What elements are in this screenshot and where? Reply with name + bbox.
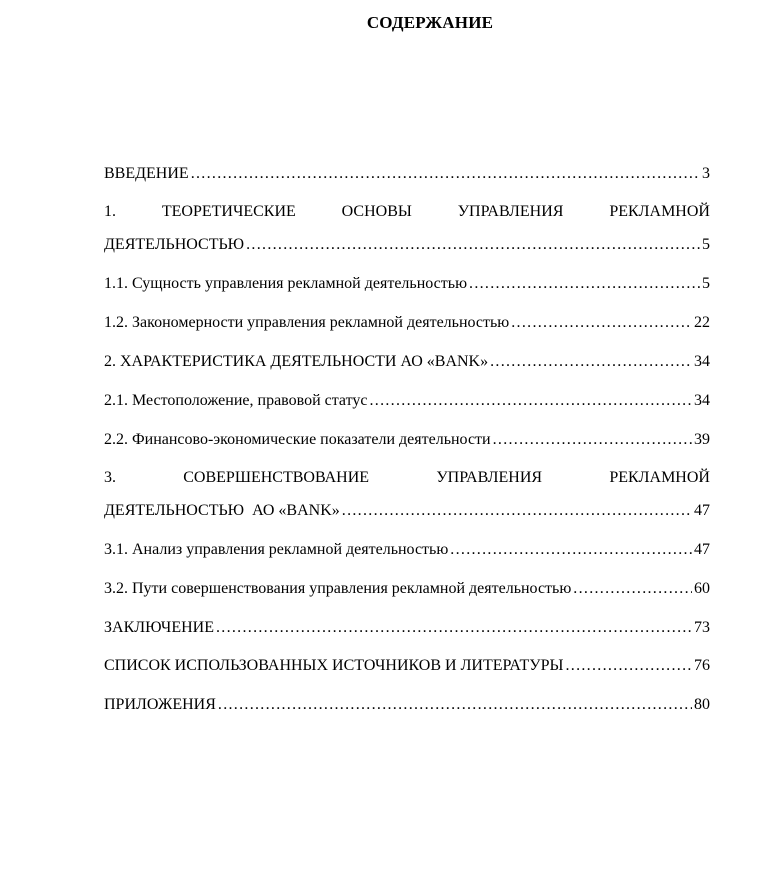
toc-entry-references[interactable] [104, 655, 710, 677]
toc-entry-section-2-1[interactable] [104, 390, 710, 412]
dot-leader [450, 539, 692, 561]
toc-entry-section-3-2[interactable] [104, 578, 710, 600]
dot-leader [369, 390, 692, 412]
toc-entry-chapter-3-line-2[interactable] [104, 500, 710, 522]
toc-entry-appendices[interactable] [104, 694, 710, 716]
toc-entry-label: 1.2. Закономерности управления рекламной деятельностью [104, 314, 510, 331]
toc-entry-label: 2.2. Финансово-экономические показатели деятельности [104, 431, 491, 448]
toc-entry-label: ПРИЛОЖЕНИЯ [104, 696, 216, 713]
dot-leader [573, 578, 692, 600]
toc-entry-label: СПИСОК ИСПОЛЬЗОВАННЫХ ИСТОЧНИКОВ И ЛИТЕРАТУРЫ [104, 657, 564, 674]
toc-entry-word: УПРАВЛЕНИЯ [457, 203, 564, 220]
toc-entry-section-1-2[interactable] [104, 312, 710, 334]
toc-entry-label: 2. ХАРАКТЕРИСТИКА ДЕЯТЕЛЬНОСТИ АО «BANK» [104, 353, 489, 370]
toc-entry-label: 2.1. Местоположение, правовой статус [104, 392, 368, 409]
toc-entry-word: ТЕОРЕТИЧЕСКИЕ [161, 203, 296, 220]
toc-entry-word: ОСНОВЫ [341, 203, 412, 220]
toc-entry-introduction[interactable] [104, 163, 710, 185]
toc-entry-chapter-3-line-1[interactable] [104, 467, 710, 489]
dot-leader [565, 655, 692, 677]
dot-leader [469, 273, 700, 295]
toc-entry-word: РЕКЛАМНОЙ [609, 203, 710, 220]
toc-entry-page: 39 [694, 431, 710, 448]
dot-leader [511, 312, 692, 334]
toc-entry-page: 47 [694, 541, 710, 558]
toc-entry-page: 34 [694, 392, 710, 409]
dot-leader [342, 500, 692, 522]
toc-entry-word: СОВЕРШЕНСТВОВАНИЕ [183, 469, 370, 486]
toc-entry-page: 22 [694, 314, 710, 331]
dot-leader [490, 351, 692, 373]
toc-entry-chapter-1-line-2[interactable] [104, 234, 710, 256]
toc-entry-page: 5 [702, 275, 710, 292]
toc-entry-page: 73 [694, 619, 710, 636]
toc-entry-label: ДЕЯТЕЛЬНОСТЬЮ АО «BANK» [104, 502, 340, 519]
toc-entry-chapter-2[interactable] [104, 351, 710, 373]
toc-entry-section-3-1[interactable] [104, 539, 710, 561]
toc-entry-label: 1.1. Сущность управления рекламной деятельностью [104, 275, 468, 292]
dot-leader [218, 694, 692, 716]
toc-entry-label: ВВЕДЕНИЕ [104, 165, 189, 182]
toc-entry-word: РЕКЛАМНОЙ [609, 469, 710, 486]
page-title: СОДЕРЖАНИЕ [366, 13, 494, 32]
toc-entry-page: 3 [702, 165, 710, 182]
toc-entry-word: УПРАВЛЕНИЯ [436, 469, 543, 486]
dot-leader [191, 163, 700, 185]
toc-entry-word: 1. [104, 203, 116, 220]
toc-entry-label: ДЕЯТЕЛЬНОСТЬЮ [104, 236, 245, 253]
toc-entry-label: 3.2. Пути совершенствования управления рекламной деятельностью [104, 580, 572, 597]
toc-entry-section-1-1[interactable] [104, 273, 710, 295]
toc-entry-page: 80 [694, 696, 710, 713]
toc-entry-conclusion[interactable] [104, 617, 710, 639]
toc-entry-page: 47 [694, 502, 710, 519]
toc-entry-label: 3.1. Анализ управления рекламной деятельностью [104, 541, 449, 558]
dot-leader [216, 617, 692, 639]
toc-entry-chapter-1-line-1[interactable] [104, 201, 710, 223]
toc-entry-page: 34 [694, 353, 710, 370]
toc-entry-page: 60 [694, 580, 710, 597]
toc-entry-page: 76 [694, 657, 710, 674]
dot-leader [493, 429, 692, 451]
dot-leader [246, 234, 700, 256]
toc-entry-label: ЗАКЛЮЧЕНИЕ [104, 619, 214, 636]
toc-entry-section-2-2[interactable] [104, 429, 710, 451]
toc-entry-page: 5 [702, 236, 710, 253]
toc-entry-word: 3. [104, 469, 116, 486]
